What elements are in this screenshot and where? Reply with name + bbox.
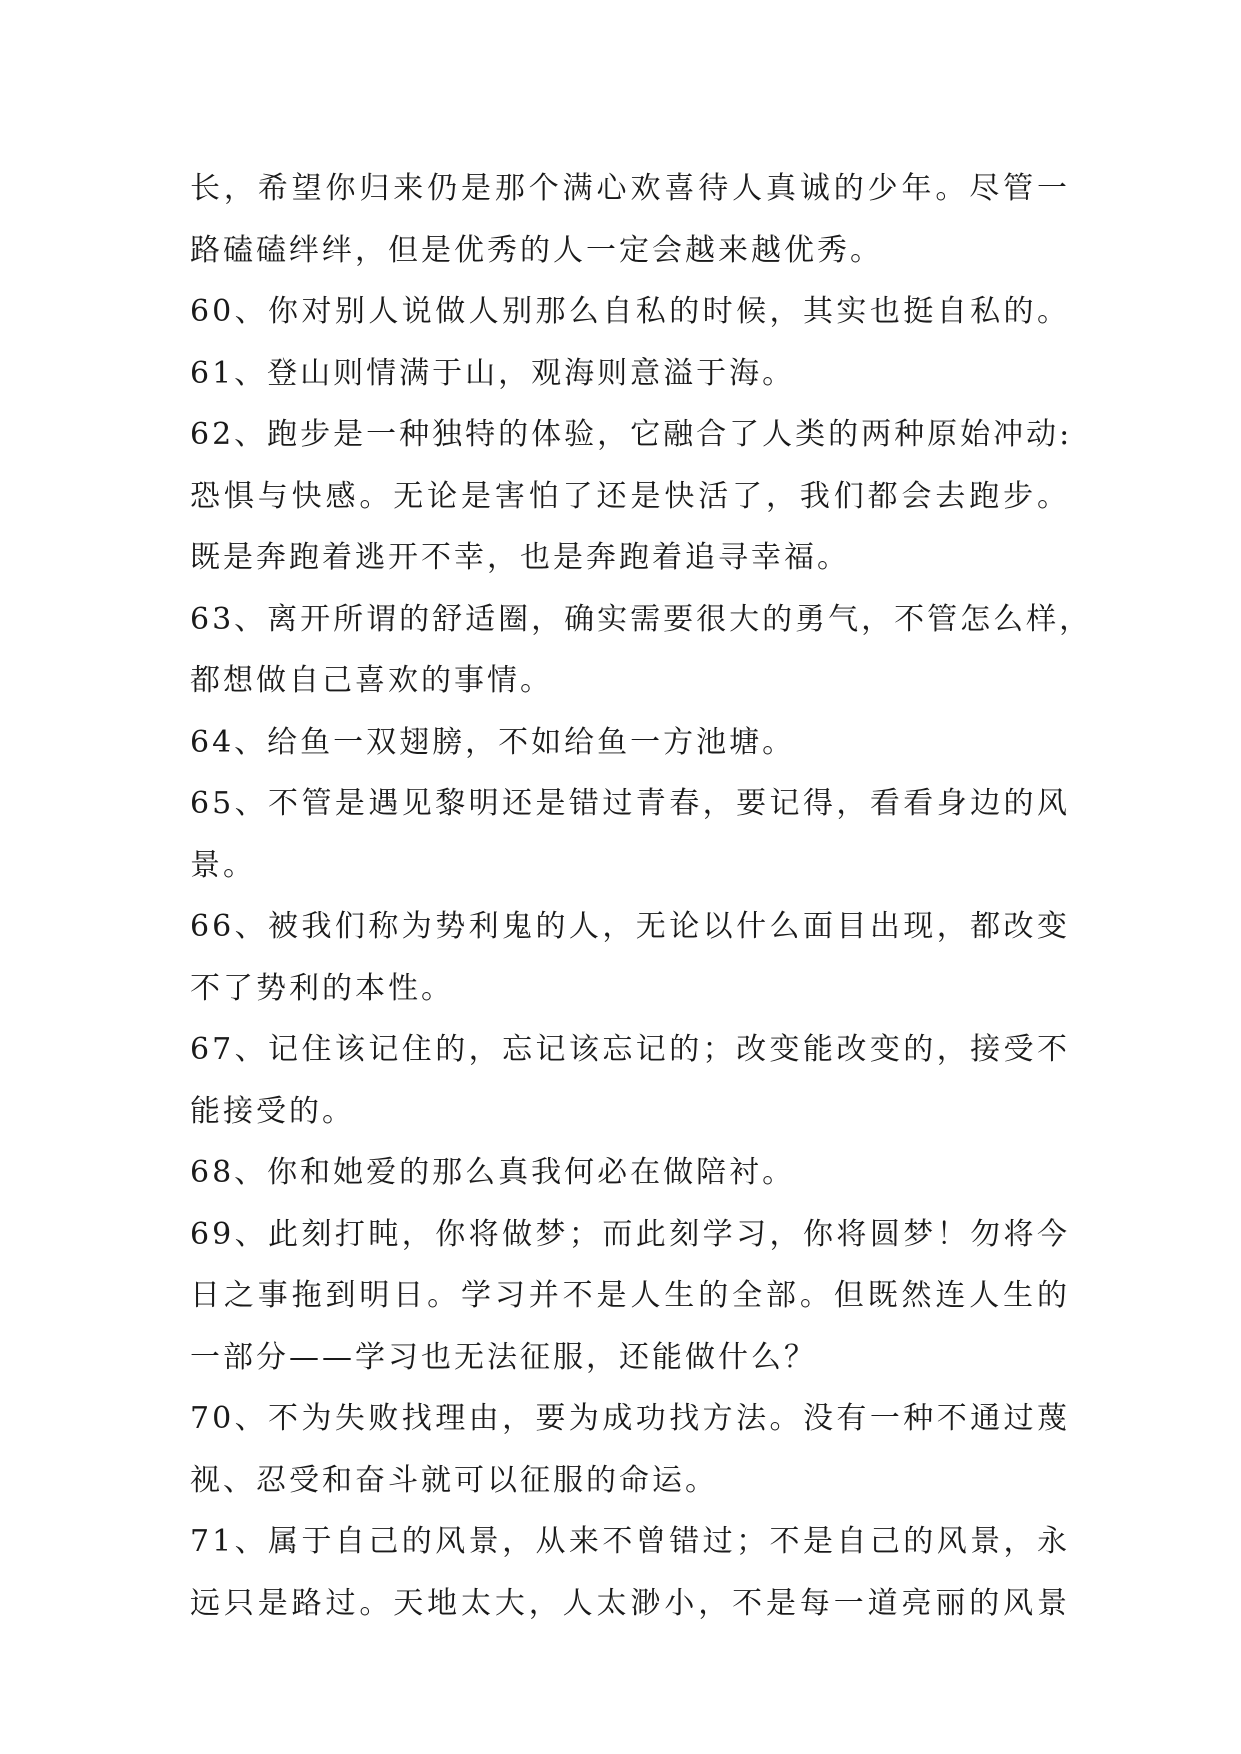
text-line: 一部分——学习也无法征服，还能做什么？: [190, 1339, 817, 1375]
text-line: 65、不管是遇见黎明还是错过青春，要记得，看看身边的风: [190, 786, 1070, 821]
text-line: 路磕磕绊绊，但是优秀的人一定会越来越优秀。: [190, 232, 883, 268]
document-body: [190, 158, 1093, 1634]
text-line: 既是奔跑着逃开不幸，也是奔跑着追寻幸福。: [190, 540, 850, 575]
text-line: 69、此刻打盹，你将做梦；而此刻学习，你将圆梦！勿将今: [190, 1216, 1070, 1252]
text-line: 远只是路过。天地太大，人太渺小，不是每一道亮丽的风景: [190, 1585, 1070, 1621]
text-line: 日之事拖到明日。学习并不是人生的全部。但既然连人生的: [190, 1278, 1070, 1313]
text-line: 66、被我们称为势利鬼的人，无论以什么面目出现，都改变: [190, 909, 1070, 944]
text-line: 能接受的。: [190, 1093, 355, 1129]
text-line: 长，希望你归来仍是那个满心欢喜待人真诚的少年。尽管一: [190, 171, 1070, 206]
text-line: 不了势利的本性。: [190, 970, 454, 1006]
text-line: 70、不为失败找理由，要为成功找方法。没有一种不通过蔑: [190, 1401, 1070, 1436]
text-line: 63、离开所谓的舒适圈，确实需要很大的勇气，不管怎么样，: [190, 601, 1093, 637]
text-line: 61、登山则情满于山，观海则意溢于海。: [190, 355, 796, 391]
text-line: 67、记住该记住的，忘记该忘记的；改变能改变的，接受不: [190, 1032, 1070, 1067]
text-line: 71、属于自己的风景，从来不曾错过；不是自己的风景，永: [190, 1524, 1070, 1559]
text-line: 60、你对别人说做人别那么自私的时候，其实也挺自私的。: [190, 294, 1070, 329]
text-line: 都想做自己喜欢的事情。: [190, 663, 553, 698]
text-line: 景。: [190, 847, 256, 883]
text-line: 62、跑步是一种独特的体验，它融合了人类的两种原始冲动:: [190, 417, 1073, 452]
text-line: 恐惧与快感。无论是害怕了还是快活了，我们都会去跑步。: [190, 478, 1070, 514]
text-line: 68、你和她爱的那么真我何必在做陪衬。: [190, 1155, 796, 1190]
text-line: 视、忍受和奋斗就可以征服的命运。: [190, 1462, 718, 1498]
text-line: 64、给鱼一双翅膀，不如给鱼一方池塘。: [190, 724, 796, 760]
